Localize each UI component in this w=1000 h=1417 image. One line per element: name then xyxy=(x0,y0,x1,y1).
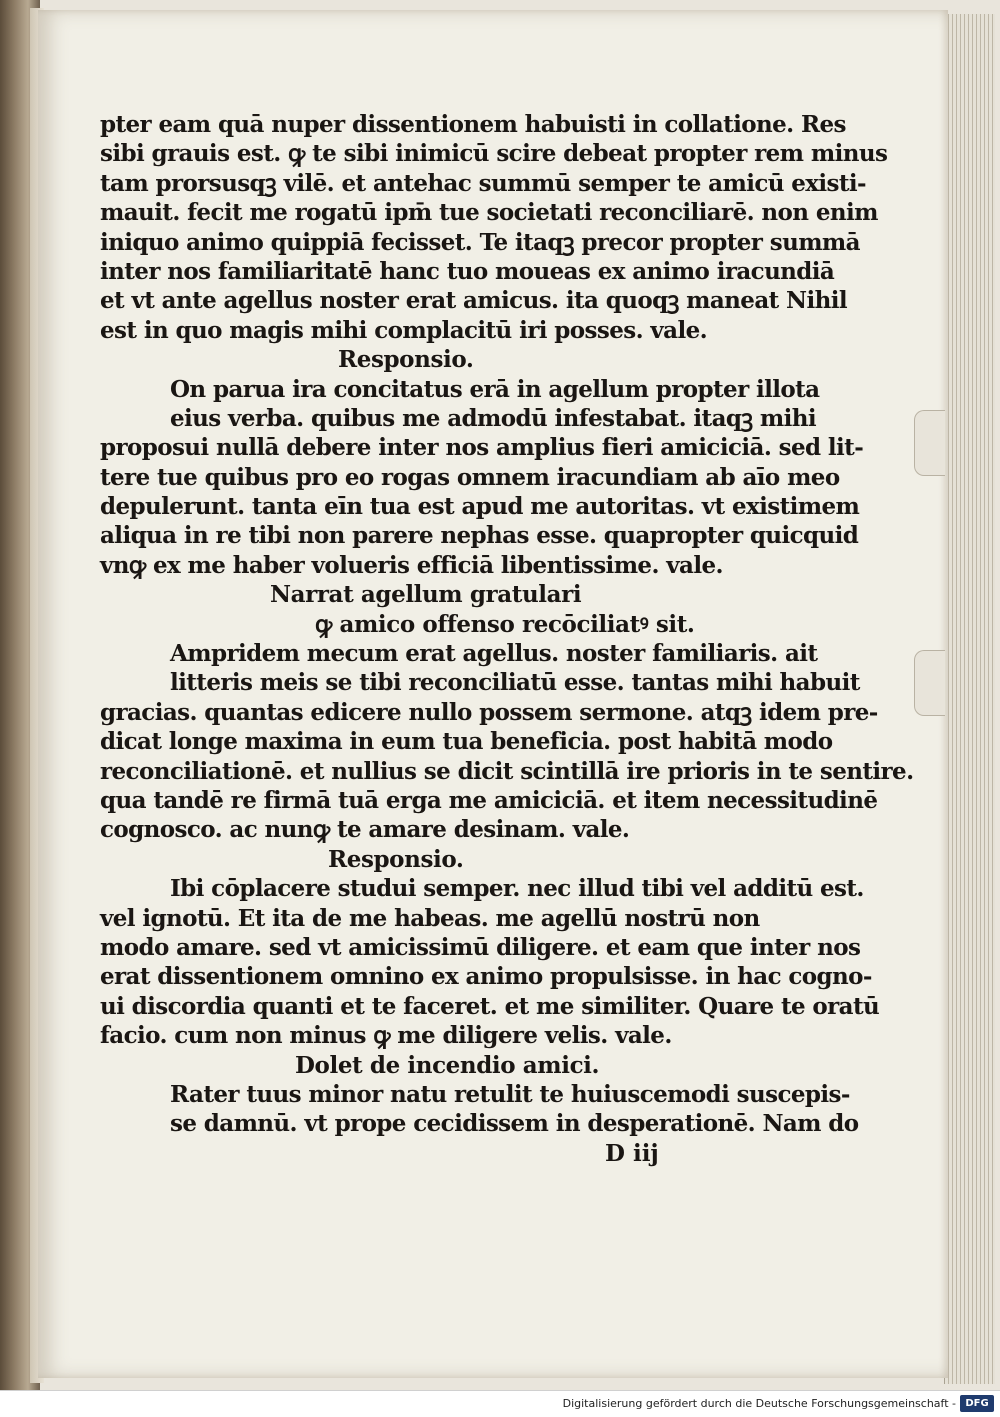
text-line: On parua ira concitatus erā in agellum propter illota xyxy=(170,375,820,403)
text-line: se damnū. vt prope cecidissem in desperationē. Nam do xyxy=(170,1110,859,1138)
text-line: iniquo animo quippiā fecisset. Te itaqꝫ precor propter summā xyxy=(100,228,860,256)
section-heading: ꝙ amico offenso recōciliatꝰ sit. xyxy=(315,610,695,638)
section-heading: Dolet de incendio amici. xyxy=(295,1051,600,1079)
text-line: est in quo magis mihi complacitū iri posses. vale. xyxy=(100,316,708,344)
text-line: eius verba. quibus me admodū infestabat. itaqꝫ mihi xyxy=(170,404,817,432)
text-line: mauit. fecit me rogatū ipm̄ tue societati reconciliarē. non enim xyxy=(100,199,878,227)
text-line: facio. cum non minus ꝙ me diligere velis. vale. xyxy=(100,1022,672,1050)
text-line: litteris meis se tibi reconciliatū esse. tantas mihi habuit xyxy=(170,669,860,697)
section-heading: Responsio. xyxy=(338,346,474,374)
funding-credit: Digitalisierung gefördert durch die Deutsche Forschungsgemeinschaft - xyxy=(562,1397,956,1410)
text-line: pter eam quā nuper dissentionem habuisti in collatione. Res xyxy=(100,111,846,138)
text-line: dicat longe maxima in eum tua beneficia. post habitā modo xyxy=(100,728,833,756)
section-heading: Responsio. xyxy=(328,845,464,873)
text-line: Ampridem mecum erat agellus. noster familiaris. ait xyxy=(170,640,818,668)
section-heading: Narrat agellum gratulari xyxy=(270,581,582,609)
page-stack-edges xyxy=(944,14,995,1384)
signature-mark: D iij xyxy=(605,1139,659,1167)
text-line: reconciliationē. et nullius se dicit scintillā ire prioris in te sentire. xyxy=(100,757,914,785)
footer-bar xyxy=(0,1390,1000,1417)
text-line: tere tue quibus pro eo rogas omnem iracundiam ab aīo meo xyxy=(100,463,840,491)
dfg-logo: DFG xyxy=(960,1395,994,1412)
text-line: tam prorsusqꝫ vilē. et antehac summū semper te amicū existi- xyxy=(100,169,867,197)
text-line: gracias. quantas edicere nullo possem sermone. atqꝫ idem pre- xyxy=(100,698,878,726)
text-line: modo amare. sed vt amicissimū diligere. et eam que inter nos xyxy=(100,933,861,961)
text-line: depulerunt. tanta eīn tua est apud me autoritas. vt existimem xyxy=(100,493,860,521)
text-line: cognosco. ac nunꝙ te amare desinam. vale. xyxy=(100,816,630,844)
text-line: ui discordia quanti et te faceret. et me similiter. Quare te oratū xyxy=(100,992,880,1020)
page-tab-marker xyxy=(914,650,945,716)
text-line: Ibi cōplacere studui semper. nec illud tibi vel additū est. xyxy=(170,875,864,903)
text-line: erat dissentionem omnino ex animo propulsisse. in hac cogno- xyxy=(100,963,872,991)
page-tab-marker xyxy=(914,410,945,476)
text-line: Rater tuus minor natu retulit te huiuscemodi suscepis- xyxy=(170,1080,850,1108)
text-line: qua tandē re firmā tuā erga me amiciciā. et item necessitudinē xyxy=(100,786,878,814)
text-line: et vt ante agellus noster erat amicus. ita quoqꝫ maneat Nihil xyxy=(100,287,848,315)
text-line: sibi grauis est. ꝙ te sibi inimicū scire debeat propter rem minus xyxy=(100,140,888,168)
text-line: vel ignotū. Et ita de me habeas. me agellū nostrū non xyxy=(100,904,760,932)
text-line: vnꝙ ex me haber volueris efficiā libentissime. vale. xyxy=(100,551,723,579)
text-line: inter nos familiaritatē hanc tuo moueas ex animo iracundiā xyxy=(100,257,835,285)
page-text xyxy=(100,110,914,1168)
text-line: aliqua in re tibi non parere nephas esse. quapropter quicquid xyxy=(100,522,859,550)
text-line: proposui nullā debere inter nos amplius fieri amiciciā. sed lit- xyxy=(100,434,864,462)
